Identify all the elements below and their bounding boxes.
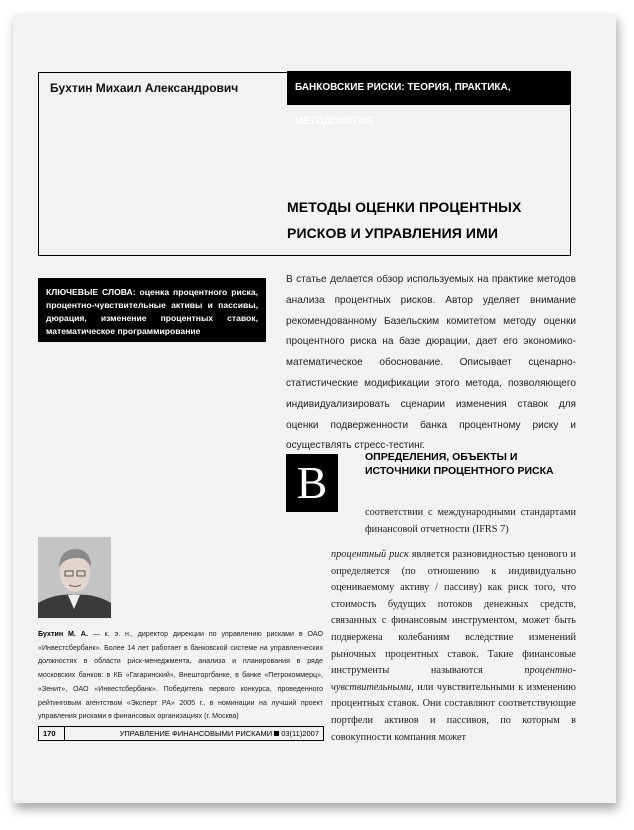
journal-name: УПРАВЛЕНИЕ ФИНАНСОВЫМИ РИСКАМИ	[119, 729, 273, 738]
term-interest-risk: процентный риск	[331, 549, 409, 560]
title-line-1: МЕТОДЫ ОЦЕНКИ ПРОЦЕНТНЫХ	[287, 199, 522, 215]
bio-name: Бухтин М. А.	[38, 630, 88, 638]
square-bullet-icon	[274, 731, 279, 736]
body-paragraph	[331, 547, 576, 746]
article-title	[287, 194, 521, 246]
author-bio	[38, 628, 323, 724]
term-interest-sensitive: процентно-чувствительными	[331, 665, 577, 693]
section-heading-line-2: ИСТОЧНИКИ ПРОЦЕНТНОГО РИСКА	[365, 465, 554, 477]
page-footer	[38, 726, 324, 741]
section-heading-line-1: ОПРЕДЕЛЕНИЯ, ОБЪЕКТЫ И	[365, 451, 518, 463]
keywords-label: КЛЮЧЕВЫЕ СЛОВА:	[46, 287, 136, 297]
bio-text: — к. э. н., директор дирекции по управлению рисками в ОАО «Инвестсбербанк». Более 14 лет работает в банковской системе на управленческих должностях в области риск-менеджмента, анализа и планирования в ряде московских банков: в КБ «Гагаринский», Внешторгбанке, в банке «Петрокоммерц», «Зенит», ОАО «Инвестсбербанк». Победитель первого конкурса, проведенного рейтинговым агентством «Эксперт РА» 2005 г., в номинации на лучший проект управления рисками в финансовых организациях (г. Москва)	[38, 630, 323, 721]
footer-divider	[64, 726, 65, 741]
body-text-mid: является разновидностью ценового и определяется (по отношению к индивидуально оцениваемому активу / пассиву) как риск того, что стоимость будущих потоков денежных средств, связанных с финансовым инструментом, может быть подвержена колебаниям вследствие изменений рыночных процентных ставок. Такие финансовые инструменты называются	[331, 549, 576, 677]
rubric-banner: БАНКОВСКИЕ РИСКИ: ТЕОРИЯ, ПРАКТИКА, МЕТОДОЛОГИЯ	[287, 71, 571, 105]
drop-cap: В	[286, 454, 338, 512]
title-line-2: РИСКОВ И УПРАВЛЕНИЯ ИМИ	[287, 225, 499, 241]
body-text-end: , или чувствительными к изменению процентных ставок. Они составляют соответствующие портфели активов и пассивов, по которым в совокупности компания может	[331, 681, 576, 743]
body-paragraph-start	[365, 505, 576, 538]
journal-issue: 03(11)2007	[281, 729, 319, 738]
author-portrait-icon	[38, 537, 111, 618]
section-heading	[365, 450, 554, 478]
keywords-text: оценка процентного риска, процентно-чувствительные активы и пассивы, дюрация, изменение процентных ставок, математическое программирование	[46, 287, 258, 336]
keywords-box	[38, 278, 266, 342]
page-number: 170	[43, 729, 56, 738]
journal-info	[120, 727, 319, 740]
author-name: Бухтин Михаил Александрович	[50, 81, 239, 95]
body-text-first: соответствии с международными стандартами финансовой отчетности (IFRS 7)	[365, 507, 576, 535]
author-photo	[38, 537, 111, 618]
abstract: В статье делается обзор используемых на практике методов анализа процентных рисков. Автор уделяет внимание рекомендованному Базельским комитетом методу оценки процентного риска на базе дюрации, дает его экономико-математическое обоснование. Описывает сценарно-статистические модификации этого метода, позволяющего индивидуализировать сценарии изменения ставок для оценки подверженности банка процентному риску и осуществлять стресс-тестинг.	[286, 274, 576, 452]
